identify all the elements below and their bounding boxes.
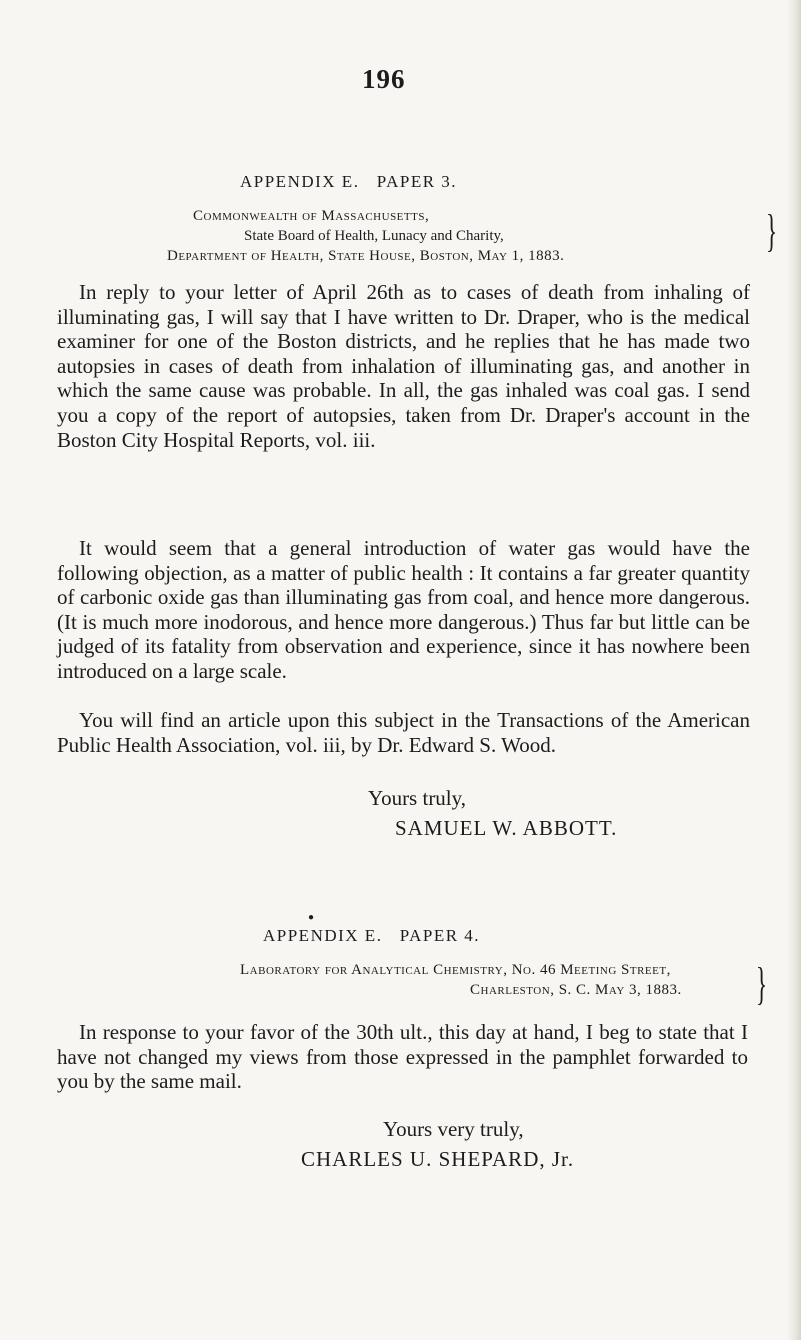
letterhead-charleston [240,960,760,1000]
letterhead-line: Laboratory for Analytical Chemistry, No. 46 Meeting Street, [240,962,671,978]
letterhead-line: Commonwealth of Massachusetts, [193,208,430,224]
closing: Yours very truly, [383,1117,524,1141]
letterhead-line: Department of Health, State House, Boston, May 1, 1883. [167,248,565,264]
letter-paragraph: You will find an article upon this subject in the Transactions of the American Public Health Association, vol. iii, by Dr. Edward S. Wood. [57,708,750,757]
letterhead-massachusetts [167,206,733,266]
closing: Yours truly, [368,786,467,810]
appendix-heading-paper-4: APPENDIX E. PAPER 4. [263,926,481,945]
letterhead-line: State Board of Health, Lunacy and Charity, [244,228,504,244]
bullet-dot-icon: ● [308,912,315,923]
brace-icon: } [766,205,778,256]
appendix-heading-paper-3: APPENDIX E. PAPER 3. [240,172,458,191]
page-edge [787,0,801,1340]
signature: SAMUEL W. ABBOTT. [395,816,618,840]
letterhead-line: Charleston, S. C. May 3, 1883. [470,982,682,998]
letter-paragraph: It would seem that a general introduction of water gas would have the following objection, as a matter of public health : It contains a far greater quantity of carbonic oxide gas than illuminating gas from coal, and hence more dangerous. (It is much more inodorous, and hence more dangerous.) Thus far but little can be judged of its fatality from observation and experience, since it has nowhere been introduced on a large scale. [57,536,750,683]
page-number: 196 [362,64,406,94]
letter-paragraph: In reply to your letter of April 26th as to cases of death from inhaling of illuminating gas, I will say that I have written to Dr. Draper, who is the medical examiner for one of the Boston districts, and he replies that he has made two autopsies in cases of death from inhalation of illuminating gas, and another in which the same cause was probable. In all, the gas inhaled was coal gas. I send you a copy of the report of autopsies, taken from Dr. Draper's account in the Boston City Hospital Reports, vol. iii. [57,280,750,452]
signature: CHARLES U. SHEPARD, Jr. [301,1147,575,1171]
letter-paragraph: In response to your favor of the 30th ult., this day at hand, I beg to state that I have not changed my views from those expressed in the pamphlet forwarded to you by the same mail. [57,1020,748,1094]
brace-icon: } [756,958,768,1009]
